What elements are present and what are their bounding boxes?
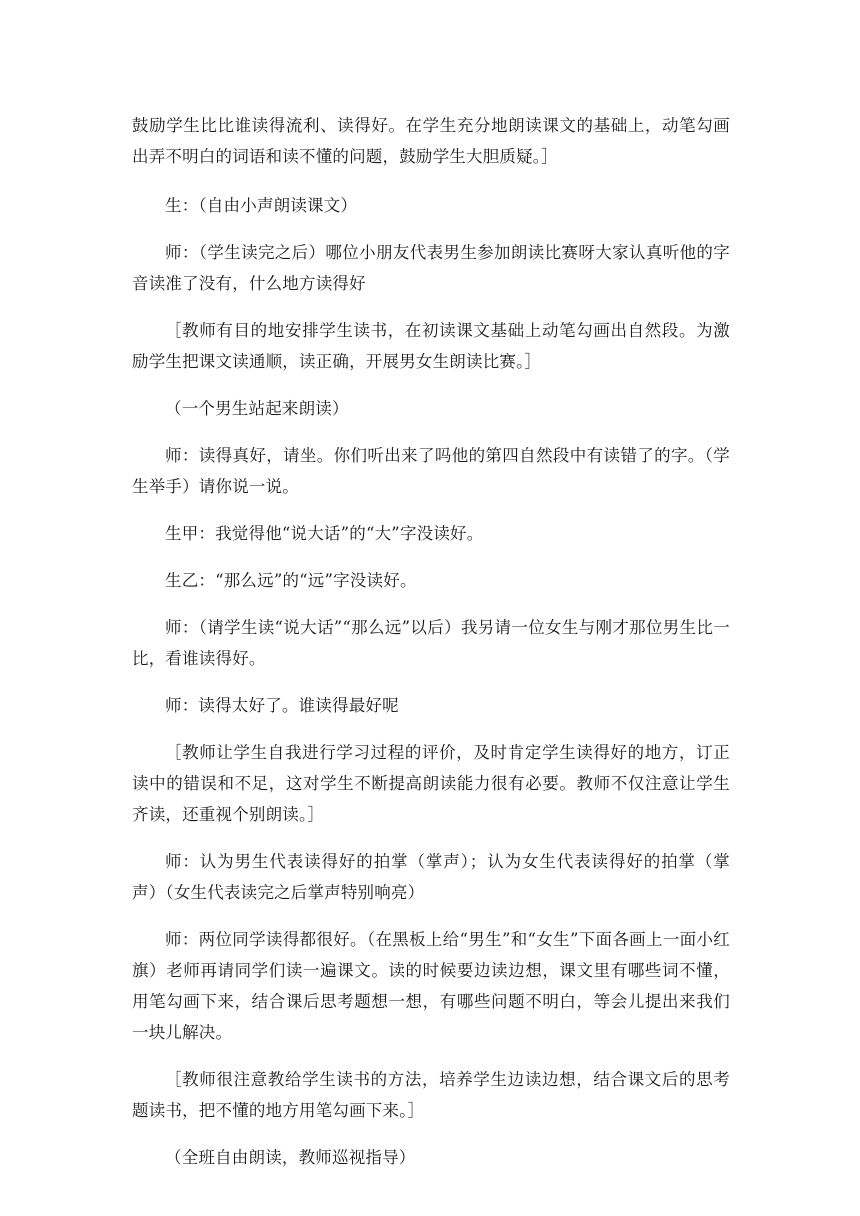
paragraph-8: 生乙：“那么远”的“远”字没读好。 xyxy=(165,571,417,590)
paragraph-13: 师：两位同学读得都很好。（在黑板上给“男生”和“女生”下面各画上一面小红旗）老师再请同学们读一遍课文。读的时候要边读边想，课文里有哪些词不懂，用笔勾画下来，结合课后思考题想一想，有哪些问题不明白，等会儿提出来我们一块儿解决。 xyxy=(132,930,730,1042)
paragraph-15: （全班自由朗读，教师巡视指导） xyxy=(165,1148,416,1167)
paragraph-4: ［教师有目的地安排学生读书，在初读课文基础上动笔勾画出自然段。为激励学生把课文读通顺，读正确，开展男女生朗读比赛。］ xyxy=(132,321,730,371)
paragraph-7: 生甲：我觉得他“说大话”的“大”字没读好。 xyxy=(165,524,484,543)
paragraph-10: 师：读得太好了。谁读得最好呢 xyxy=(165,696,399,715)
paragraph-1: 鼓励学生比比谁读得流利、读得好。在学生充分地朗读课文的基础上，动笔勾画出弄不明白的词语和读不懂的问题，鼓励学生大胆质疑。］ xyxy=(132,116,730,166)
paragraph-11: ［教师让学生自我进行学习过程的评价，及时肯定学生读得好的地方，订正读中的错误和不足，这对学生不断提高朗读能力很有必要。教师不仅注意让学生齐读，还重视个别朗读。］ xyxy=(132,743,730,824)
paragraph-6: 师：读得真好，请坐。你们听出来了吗他的第四自然段中有读错了的字。（学生举手）请你说一说。 xyxy=(132,446,730,496)
paragraph-14: ［教师很注意教给学生读书的方法，培养学生边读边想，结合课文后的思考题读书，把不懂的地方用笔勾画下来。］ xyxy=(132,1070,730,1120)
paragraph-3: 师：（学生读完之后）哪位小朋友代表男生参加朗读比赛呀大家认真听他的字音读准了没有，什么地方读得好 xyxy=(132,243,730,293)
document-body xyxy=(132,110,730,1189)
paragraph-12: 师：认为男生代表读得好的拍掌（掌声）；认为女生代表读得好的拍掌（掌声）（女生代表读完之后掌声特别响亮） xyxy=(132,852,730,902)
paragraph-9: 师：（请学生读“说大话”“那么远”以后）我另请一位女生与刚才那位男生比一比，看谁读得好。 xyxy=(132,618,730,668)
paragraph-5: （一个男生站起来朗读） xyxy=(165,399,349,418)
paragraph-2: 生：（自由小声朗读课文） xyxy=(165,196,358,215)
